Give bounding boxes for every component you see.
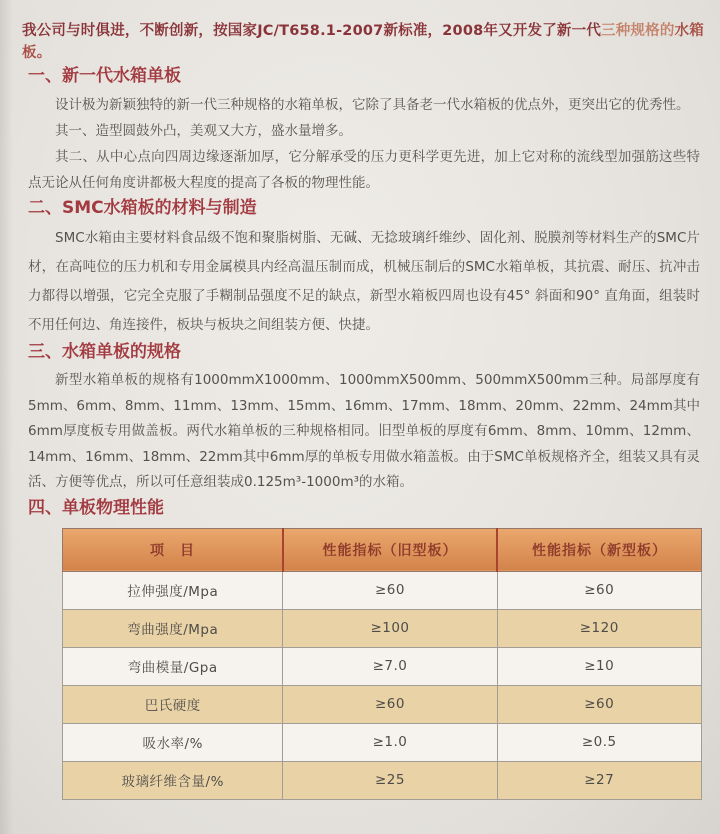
table-cell-new-value: ≥10: [497, 647, 701, 685]
section-2-heading: 二、SMC水箱板的材料与制造: [28, 198, 257, 218]
page-edge-shadow: [0, 0, 13, 834]
section-1-para-2: 其一、造型圆鼓外凸，美观又大方，盛水量增多。: [55, 123, 352, 139]
section-1-para-1: 设计极为新颖独特的新一代三种规格的水箱单板，它除了具备老一代水箱板的优点外，更突出它的优秀性。: [55, 97, 690, 113]
table-cell-item: 玻璃纤维含量/%: [63, 761, 283, 799]
intro-text-end: 水箱板。: [22, 23, 704, 61]
table-cell-old-value: ≥25: [283, 761, 497, 799]
table-cell-old-value: ≥60: [283, 685, 497, 723]
table-row-tensile-strength: [63, 571, 702, 609]
table-cell-old-value: ≥7.0: [283, 647, 497, 685]
intro-text-main: 我公司与时俱进，不断创新，按国家JC/T658.1-2007新标准，2008年又开发了新一代: [22, 23, 602, 39]
table-cell-item: 弯曲模量/Gpa: [63, 647, 283, 685]
section-3-heading: 三、水箱单板的规格: [28, 342, 181, 362]
table-row-glass-fiber-content: [63, 761, 702, 799]
table-row-water-absorption: [63, 723, 702, 761]
table-header-item: 项 目: [63, 528, 283, 571]
section-1-body: [28, 92, 700, 196]
section-2-body: [28, 224, 700, 340]
section-1-heading: 一、新一代水箱单板: [28, 66, 181, 86]
table-cell-new-value: ≥0.5: [497, 723, 701, 761]
table-cell-item: 巴氏硬度: [63, 685, 283, 723]
section-2-para-1: SMC水箱由主要材料食品级不饱和聚脂树脂、无碱、无捻玻璃纤维纱、固化剂、脱膜剂等材料生产的SMC片材，在高吨位的压力机和专用金属模具内经高温压制而成，机械压制后的SMC水箱单板，其抗震、耐压、抗冲击力都得以增强，它完全克服了手糊制品强度不足的缺点，新型水箱板四周也设有45° 斜面和90° 直角面，组装时不用任何边、角连接件，板块与板块之间组装方便、快捷。: [28, 230, 700, 333]
section-4-heading: 四、单板物理性能: [28, 497, 164, 518]
table-cell-new-value: ≥60: [497, 685, 701, 723]
intro-text-highlight: 三种规格的: [601, 23, 675, 39]
table-cell-new-value: ≥60: [497, 571, 701, 609]
table-row-bending-modulus: [63, 647, 702, 685]
table-cell-item: 吸水率/%: [63, 723, 283, 761]
section-3-body: [28, 368, 700, 496]
table-header-row: [63, 528, 702, 571]
table-cell-old-value: ≥60: [283, 571, 497, 609]
table-header-old-panel: 性能指标（旧型板）: [283, 528, 497, 571]
physical-properties-table: [62, 528, 702, 800]
table-cell-item: 弯曲强度/Mpa: [63, 609, 283, 647]
table-cell-old-value: ≥100: [283, 609, 497, 647]
table-header-new-panel: 性能指标（新型板）: [497, 528, 701, 571]
section-3-para-1: 新型水箱单板的规格有1000mmX1000mm、1000mmX500mm、500mmX500mm三种。局部厚度有5mm、6mm、8mm、11mm、13mm、15mm、16mm、17mm、18mm、20mm、22mm、24mm其中6mm厚度板专用做盖板。两代水箱单板的三种规格相同。旧型单板的厚度有6mm、8mm、10mm、12mm、14mm、16mm、18mm、22mm其中6mm厚的单板专用做水箱盖板。由于SMC单板规格齐全，组装又具有灵活、方便等优点，所以可任意组装成0.125m³-1000m³的水箱。: [28, 372, 700, 490]
table-cell-new-value: ≥27: [497, 761, 701, 799]
table-row-barcol-hardness: [63, 685, 702, 723]
table-cell-item: 拉伸强度/Mpa: [63, 571, 283, 609]
intro-text: [22, 0, 706, 64]
table-cell-old-value: ≥1.0: [283, 723, 497, 761]
section-1-para-3: 其二、从中心点向四周边缘逐渐加厚，它分解承受的压力更科学更先进，加上它对称的流线型加强筋这些特点无论从任何角度讲都极大程度的提高了各板的物理性能。: [28, 149, 700, 191]
table-row-bending-strength: [63, 609, 702, 647]
table-cell-new-value: ≥120: [497, 609, 701, 647]
